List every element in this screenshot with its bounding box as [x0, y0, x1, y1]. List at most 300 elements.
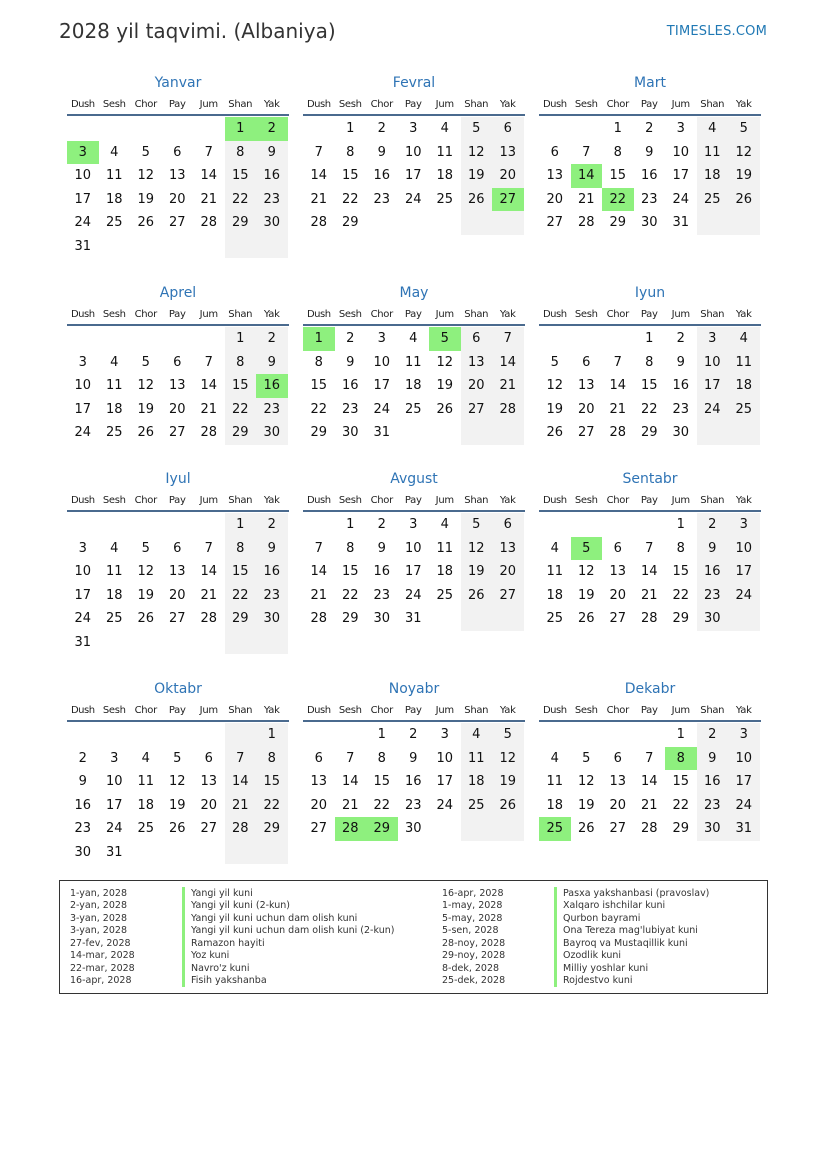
weekday-label: Sesh: [574, 704, 598, 716]
day-cell: 21: [200, 401, 218, 417]
weekday-header: [303, 490, 525, 512]
day-cell: 8: [346, 144, 355, 160]
day-grid: [303, 327, 525, 445]
day-cell: 26: [137, 215, 155, 231]
holiday-marker: [554, 962, 557, 975]
day-cell: 27: [577, 425, 595, 441]
day-cell: 7: [645, 750, 654, 766]
day-cell: 27: [609, 611, 627, 627]
day-cell: 15: [225, 164, 257, 188]
day-cell: 16: [697, 770, 729, 794]
day-cell: 30: [256, 211, 288, 235]
day-cell: 12: [546, 378, 564, 394]
day-cell: 10: [436, 750, 454, 766]
empty-day-cell: [602, 327, 634, 351]
day-cell: 16: [256, 560, 288, 584]
weekday-header: [539, 700, 761, 722]
day-cell: 26: [546, 425, 564, 441]
day-cell: 15: [225, 560, 257, 584]
day-cell: 12: [168, 774, 186, 790]
day-cell: 12: [137, 168, 155, 184]
day-cell: 23: [341, 401, 359, 417]
holiday-day-cell: 8: [665, 747, 697, 771]
day-cell: 27: [546, 215, 564, 231]
day-grid: [67, 117, 289, 258]
empty-day-cell: [492, 607, 524, 631]
holiday-name: Yangi yil kuni uchun dam olish kuni (2-kun): [191, 925, 395, 937]
day-cell: 11: [105, 564, 123, 580]
weekday-label: Shan: [228, 704, 253, 716]
empty-day-cell: [256, 235, 288, 259]
day-cell: 9: [256, 141, 288, 165]
empty-day-cell: [539, 723, 571, 747]
day-cell: 9: [697, 537, 729, 561]
day-cell: 18: [105, 191, 123, 207]
holiday-date: 14-mar, 2028: [70, 950, 135, 962]
brand-link[interactable]: TIMESLES.COM: [666, 24, 767, 39]
month-iyul: [67, 468, 289, 654]
empty-day-cell: [130, 723, 162, 747]
day-cell: 4: [141, 750, 150, 766]
day-cell: 2: [377, 121, 386, 137]
holiday-name: Yoz kuni: [191, 950, 230, 962]
day-cell: 29: [341, 611, 359, 627]
weekday-label: Sesh: [338, 494, 362, 506]
empty-day-cell: [634, 513, 666, 537]
day-cell: 25: [105, 611, 123, 627]
legend-row: [70, 937, 394, 950]
day-cell: 28: [200, 611, 218, 627]
weekday-label: Jum: [435, 704, 454, 716]
empty-day-cell: [429, 421, 461, 445]
empty-day-cell: [571, 513, 603, 537]
legend-row: [70, 912, 394, 925]
day-cell: 7: [492, 327, 524, 351]
holiday-marker: [182, 950, 185, 963]
weekday-label: Dush: [70, 494, 95, 506]
day-cell: 18: [546, 587, 564, 603]
day-cell: 21: [310, 191, 328, 207]
holiday-date: 3-yan, 2028: [70, 925, 127, 937]
legend-row: [442, 937, 709, 950]
empty-day-cell: [225, 235, 257, 259]
day-cell: 7: [314, 144, 323, 160]
day-cell: 26: [137, 611, 155, 627]
weekday-header: [303, 304, 525, 326]
day-cell: 30: [74, 844, 92, 860]
holiday-name: Ramazon hayiti: [191, 937, 265, 949]
empty-day-cell: [429, 817, 461, 841]
empty-day-cell: [634, 723, 666, 747]
day-grid: [67, 327, 289, 445]
day-cell: 13: [168, 168, 186, 184]
empty-day-cell: [193, 235, 225, 259]
day-cell: 31: [74, 238, 92, 254]
day-cell: 28: [640, 821, 658, 837]
holiday-date: 25-dek, 2028: [442, 975, 506, 987]
day-cell: 21: [200, 587, 218, 603]
day-cell: 5: [141, 354, 150, 370]
empty-day-cell: [162, 631, 194, 655]
day-cell: 7: [204, 144, 213, 160]
day-cell: 29: [310, 425, 328, 441]
holiday-date: 27-fev, 2028: [70, 937, 131, 949]
day-cell: 25: [436, 191, 454, 207]
weekday-label: Sesh: [338, 704, 362, 716]
holiday-name: Ozodlik kuni: [563, 950, 621, 962]
day-cell: 20: [546, 191, 564, 207]
day-cell: 9: [377, 540, 386, 556]
day-cell: 22: [672, 587, 690, 603]
day-cell: 24: [74, 215, 92, 231]
day-cell: 24: [105, 821, 123, 837]
day-cell: 9: [256, 351, 288, 375]
month-name: Iyul: [165, 471, 191, 487]
day-cell: 13: [609, 564, 627, 580]
day-cell: 8: [377, 750, 386, 766]
holiday-date: 1-may, 2028: [442, 900, 503, 912]
day-cell: 11: [137, 774, 155, 790]
weekday-label: Chor: [134, 308, 157, 320]
holiday-day-cell: 5: [429, 327, 461, 351]
day-cell: 27: [492, 584, 524, 608]
day-cell: 24: [436, 797, 454, 813]
holiday-day-cell: 22: [602, 188, 634, 212]
day-cell: 26: [168, 821, 186, 837]
day-cell: 18: [105, 401, 123, 417]
day-cell: 10: [373, 354, 391, 370]
day-cell: 22: [373, 797, 391, 813]
holiday-legend: [59, 880, 768, 994]
weekday-label: Chor: [606, 494, 629, 506]
weekday-label: Shan: [464, 308, 489, 320]
holiday-name: Yangi yil kuni: [191, 887, 253, 899]
holiday-marker: [554, 900, 557, 913]
day-cell: 7: [346, 750, 355, 766]
day-cell: 2: [697, 723, 729, 747]
day-cell: 21: [225, 794, 257, 818]
day-cell: 11: [461, 747, 493, 771]
legend-row: [70, 900, 394, 913]
day-cell: 22: [341, 587, 359, 603]
weekday-label: Shan: [464, 98, 489, 110]
holiday-marker: [182, 912, 185, 925]
day-cell: 16: [672, 378, 690, 394]
day-cell: 30: [256, 421, 288, 445]
empty-day-cell: [162, 513, 194, 537]
holiday-date: 5-sen, 2028: [442, 925, 499, 937]
day-cell: 7: [314, 540, 323, 556]
weekday-label: Yak: [263, 98, 280, 110]
empty-day-cell: [303, 723, 335, 747]
holiday-date: 28-noy, 2028: [442, 937, 506, 949]
holiday-marker: [182, 975, 185, 988]
weekday-header: [539, 490, 761, 512]
weekday-label: Yak: [499, 494, 516, 506]
day-cell: 8: [225, 537, 257, 561]
day-cell: 29: [225, 607, 257, 631]
weekday-header: [67, 490, 289, 512]
day-cell: 8: [645, 354, 654, 370]
day-cell: 28: [310, 215, 328, 231]
day-cell: 18: [105, 587, 123, 603]
day-cell: 5: [173, 750, 182, 766]
day-cell: 11: [697, 141, 729, 165]
day-cell: 9: [676, 354, 685, 370]
day-cell: 10: [105, 774, 123, 790]
day-cell: 21: [341, 797, 359, 813]
day-cell: 18: [546, 797, 564, 813]
day-cell: 15: [672, 564, 690, 580]
weekday-label: Sesh: [338, 98, 362, 110]
day-cell: 10: [404, 144, 422, 160]
day-cell: 13: [546, 168, 564, 184]
day-cell: 14: [640, 564, 658, 580]
weekday-label: Pay: [168, 494, 186, 506]
day-cell: 16: [373, 168, 391, 184]
legend-row: [442, 925, 709, 938]
holiday-day-cell: 25: [539, 817, 571, 841]
day-cell: 23: [256, 188, 288, 212]
weekday-label: Jum: [671, 308, 690, 320]
empty-day-cell: [602, 723, 634, 747]
day-cell: 5: [141, 540, 150, 556]
day-cell: 6: [314, 750, 323, 766]
empty-day-cell: [162, 235, 194, 259]
weekday-label: Shan: [228, 494, 253, 506]
day-cell: 5: [141, 144, 150, 160]
day-cell: 24: [697, 398, 729, 422]
empty-day-cell: [492, 817, 524, 841]
holiday-day-cell: 1: [225, 117, 257, 141]
weekday-header: [303, 94, 525, 116]
legend-row: [70, 950, 394, 963]
day-cell: 20: [310, 797, 328, 813]
month-name: Mart: [634, 75, 666, 91]
day-cell: 16: [697, 560, 729, 584]
month-name: Oktabr: [154, 681, 202, 697]
day-cell: 29: [672, 821, 690, 837]
holiday-day-cell: 14: [571, 164, 603, 188]
holiday-date: 29-noy, 2028: [442, 950, 506, 962]
empty-day-cell: [193, 723, 225, 747]
day-cell: 9: [377, 144, 386, 160]
empty-day-cell: [130, 841, 162, 865]
empty-day-cell: [461, 607, 493, 631]
weekday-label: Dush: [542, 98, 567, 110]
day-cell: 3: [78, 354, 87, 370]
day-cell: 19: [436, 378, 454, 394]
day-cell: 10: [74, 378, 92, 394]
empty-day-cell: [303, 513, 335, 537]
day-cell: 8: [225, 351, 257, 375]
day-cell: 22: [256, 794, 288, 818]
legend-row: [442, 887, 709, 900]
month-name: Noyabr: [388, 681, 440, 697]
day-cell: 24: [404, 191, 422, 207]
day-cell: 31: [672, 215, 690, 231]
day-cell: 8: [676, 540, 685, 556]
weekday-label: Pay: [404, 98, 422, 110]
day-cell: 13: [310, 774, 328, 790]
day-cell: 13: [577, 378, 595, 394]
day-cell: 15: [310, 378, 328, 394]
day-cell: 22: [672, 797, 690, 813]
day-cell: 29: [341, 215, 359, 231]
holiday-date: 16-apr, 2028: [70, 975, 132, 987]
empty-day-cell: [99, 723, 131, 747]
day-cell: 16: [640, 168, 658, 184]
weekday-label: Dush: [70, 98, 95, 110]
month-fevral: [303, 72, 525, 235]
day-cell: 12: [728, 141, 760, 165]
holiday-name: Milliy yoshlar kuni: [563, 962, 649, 974]
day-cell: 1: [346, 517, 355, 533]
day-cell: 4: [697, 117, 729, 141]
day-cell: 6: [461, 327, 493, 351]
day-cell: 30: [341, 425, 359, 441]
legend-row: [70, 975, 394, 988]
month-name: Fevral: [392, 75, 436, 91]
holiday-marker: [182, 925, 185, 938]
holiday-day-cell: 27: [492, 188, 524, 212]
weekday-label: Shan: [228, 98, 253, 110]
weekday-label: Pay: [640, 308, 658, 320]
day-cell: 26: [577, 821, 595, 837]
holiday-name: Xalqaro ishchilar kuni: [563, 900, 666, 912]
day-cell: 15: [256, 770, 288, 794]
day-cell: 31: [105, 844, 123, 860]
day-cell: 15: [341, 564, 359, 580]
day-cell: 30: [256, 607, 288, 631]
day-cell: 21: [640, 797, 658, 813]
day-cell: 2: [256, 513, 288, 537]
day-cell: 2: [645, 121, 654, 137]
weekday-label: Chor: [370, 494, 393, 506]
weekday-label: Chor: [134, 704, 157, 716]
empty-day-cell: [162, 841, 194, 865]
weekday-label: Pay: [168, 704, 186, 716]
empty-day-cell: [571, 723, 603, 747]
day-cell: 28: [310, 611, 328, 627]
day-cell: 8: [225, 141, 257, 165]
day-cell: 21: [577, 191, 595, 207]
day-cell: 2: [697, 513, 729, 537]
day-cell: 25: [105, 215, 123, 231]
month-name: Dekabr: [624, 681, 676, 697]
day-cell: 19: [137, 587, 155, 603]
month-name: Yanvar: [154, 75, 202, 91]
weekday-label: Shan: [700, 494, 725, 506]
holiday-day-cell: 3: [67, 141, 99, 165]
month-iyun: [539, 282, 761, 445]
day-cell: 13: [168, 564, 186, 580]
day-grid: [539, 327, 761, 445]
day-cell: 19: [577, 797, 595, 813]
empty-day-cell: [366, 211, 398, 235]
empty-day-cell: [335, 723, 367, 747]
legend-row: [70, 925, 394, 938]
day-cell: 25: [105, 425, 123, 441]
day-cell: 29: [640, 425, 658, 441]
day-cell: 27: [609, 821, 627, 837]
day-cell: 6: [613, 750, 622, 766]
day-cell: 31: [74, 634, 92, 650]
month-yanvar: [67, 72, 289, 258]
empty-day-cell: [571, 327, 603, 351]
day-cell: 18: [436, 564, 454, 580]
day-cell: 23: [373, 587, 391, 603]
holiday-name: Navro'z kuni: [191, 962, 250, 974]
day-cell: 22: [310, 401, 328, 417]
day-cell: 1: [377, 727, 386, 743]
day-cell: 6: [173, 354, 182, 370]
day-cell: 18: [461, 770, 493, 794]
day-cell: 14: [609, 378, 627, 394]
day-cell: 17: [373, 378, 391, 394]
weekday-header: [67, 304, 289, 326]
legend-row: [70, 962, 394, 975]
day-cell: 1: [256, 723, 288, 747]
day-cell: 25: [137, 821, 155, 837]
day-cell: 29: [609, 215, 627, 231]
day-cell: 10: [404, 540, 422, 556]
day-cell: 17: [728, 560, 760, 584]
day-cell: 11: [546, 564, 564, 580]
weekday-label: Shan: [464, 704, 489, 716]
day-cell: 5: [492, 723, 524, 747]
day-cell: 20: [200, 797, 218, 813]
day-cell: 3: [110, 750, 119, 766]
weekday-label: Yak: [499, 308, 516, 320]
holiday-marker: [182, 887, 185, 900]
day-cell: 14: [225, 770, 257, 794]
weekday-label: Jum: [199, 494, 218, 506]
month-name: Iyun: [634, 285, 666, 301]
month-dekabr: [539, 678, 761, 841]
day-cell: 31: [404, 611, 422, 627]
weekday-label: Sesh: [102, 308, 126, 320]
legend-row: [442, 975, 709, 988]
day-cell: 16: [256, 164, 288, 188]
empty-day-cell: [99, 327, 131, 351]
day-cell: 8: [314, 354, 323, 370]
holiday-date: 3-yan, 2028: [70, 912, 127, 924]
day-cell: 26: [137, 425, 155, 441]
day-cell: 14: [200, 564, 218, 580]
day-cell: 17: [436, 774, 454, 790]
day-cell: 27: [168, 215, 186, 231]
day-cell: 26: [728, 188, 760, 212]
day-cell: 29: [225, 211, 257, 235]
day-cell: 13: [200, 774, 218, 790]
weekday-label: Pay: [640, 704, 658, 716]
month-oktabr: [67, 678, 289, 864]
day-cell: 24: [728, 794, 760, 818]
weekday-label: Yak: [499, 704, 516, 716]
day-cell: 10: [74, 564, 92, 580]
weekday-label: Pay: [640, 494, 658, 506]
day-cell: 29: [672, 611, 690, 627]
day-cell: 19: [461, 560, 493, 584]
day-cell: 22: [225, 398, 257, 422]
day-cell: 31: [373, 425, 391, 441]
day-cell: 12: [436, 354, 454, 370]
day-cell: 12: [461, 141, 493, 165]
day-cell: 20: [492, 164, 524, 188]
holiday-marker: [182, 937, 185, 950]
weekday-label: Shan: [700, 98, 725, 110]
